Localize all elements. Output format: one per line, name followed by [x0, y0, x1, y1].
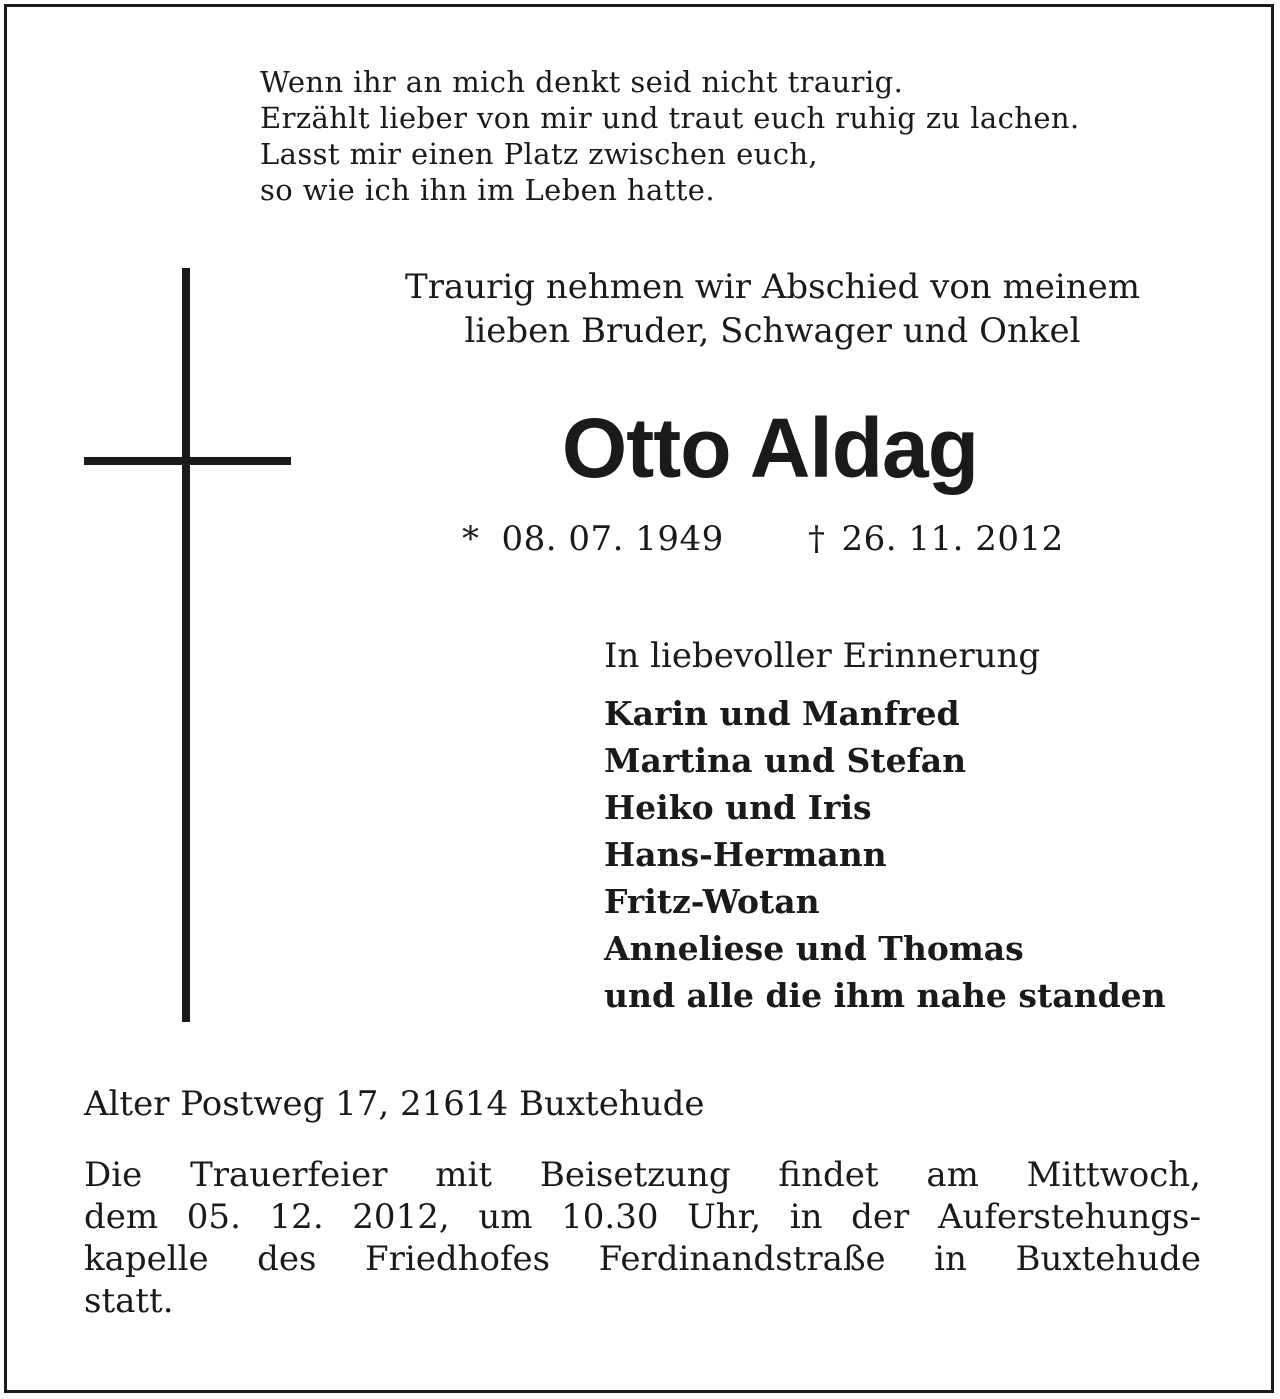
- deceased-name: Otto Aldag: [561, 401, 979, 495]
- farewell-intro: [330, 265, 1215, 353]
- cross-horizontal-bar: [84, 457, 291, 465]
- poem: [260, 64, 1250, 208]
- poem-line-3: Lasst mir einen Platz zwischen euch,: [260, 137, 819, 171]
- poem-line-4: so wie ich ihn im Leben hatte.: [260, 173, 715, 207]
- birth-date-group: [462, 516, 724, 562]
- intro-line-2: lieben Bruder, Schwager und Onkel: [464, 311, 1081, 351]
- poem-line-1: Wenn ihr an mich denkt seid nicht traurig.: [260, 65, 904, 99]
- mourner-line: Hans-Hermann: [604, 835, 887, 874]
- death-date-group: [808, 516, 1064, 562]
- death-dagger-icon: †: [808, 519, 826, 559]
- service-line-4: statt.: [84, 1281, 174, 1321]
- service-line-3: kapelle des Friedhofes Ferdinandstraße in Buxtehude: [84, 1239, 1201, 1279]
- service-line-2: dem 05. 12. 2012, um 10.30 Uhr, in der Auferstehungs-: [84, 1197, 1201, 1237]
- intro-line-1: Traurig nehmen wir Abschied von meinem: [405, 267, 1140, 307]
- birth-date: 08. 07. 1949: [501, 519, 724, 559]
- service-line-1: Die Trauerfeier mit Beisetzung findet am Mittwoch,: [84, 1155, 1201, 1195]
- memory-heading: In liebevoller Erinnerung: [604, 636, 1041, 676]
- mourner-line: Anneliese und Thomas: [604, 929, 1024, 968]
- family-address: Alter Postweg 17, 21614 Buxtehude: [84, 1084, 705, 1124]
- cross-vertical-bar: [182, 268, 190, 1022]
- death-date: 26. 11. 2012: [841, 519, 1064, 559]
- mourner-line: Karin und Manfred: [604, 694, 960, 733]
- mourner-line: Fritz-Wotan: [604, 882, 820, 921]
- mourners-list: [604, 690, 1166, 1019]
- mourner-line: und alle die ihm nahe standen: [604, 976, 1166, 1015]
- mourner-line: Heiko und Iris: [604, 788, 872, 827]
- funeral-service-info: [84, 1154, 1201, 1322]
- poem-line-2: Erzählt lieber von mir und traut euch ruhig zu lachen.: [260, 101, 1080, 135]
- birth-star-icon: *: [462, 519, 480, 559]
- mourner-line: Martina und Stefan: [604, 741, 967, 780]
